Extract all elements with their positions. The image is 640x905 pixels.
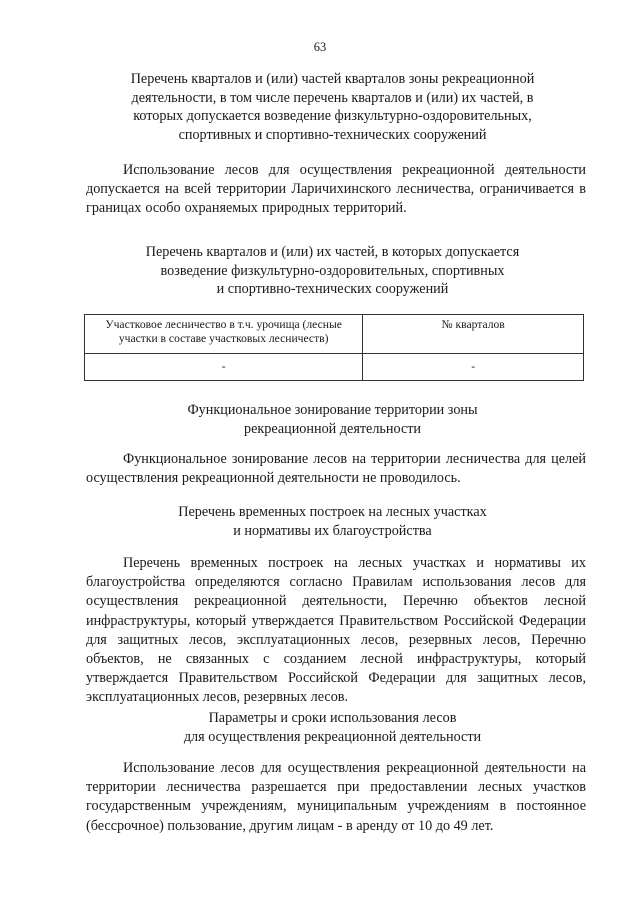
- quarters-table: [84, 314, 584, 381]
- section-heading-recreation-zone-quarters: [80, 70, 585, 144]
- section-heading-sports-facilities: [80, 243, 585, 299]
- heading-line: которых допускается возведение физкультурно-оздоровительных,: [133, 108, 532, 125]
- paragraph-temporary-buildings: Перечень временных построек на лесных участках и нормативы их благоустройства определяются согласно Правилам использования лесов для осуществления рекреационной деятельности, Перечню объектов лесной инфраструктуры, который утверждается Правительством Российской Федерации для защитных лесов, эксплуатационных лесов, резервных лесов, Перечню объектов, не связанных с созданием лесной инфраструктуры, который утверждается Правительством Российской Федерации для защитных лесов, эксплуатационных лесов, резервных лесов.: [86, 555, 586, 706]
- table-header-quarters: № кварталов: [363, 315, 584, 354]
- heading-line: Параметры и сроки использования лесов: [208, 710, 457, 726]
- heading-line: спортивных и спортивно-технических сооружений: [178, 126, 487, 143]
- table-header-row: [85, 315, 584, 354]
- section-heading-usage-parameters: [80, 709, 585, 746]
- heading-line: рекреационной деятельности: [243, 420, 422, 437]
- heading-line: и спортивно-технических сооружений: [216, 281, 449, 298]
- paragraph-usage-parameters: Использование лесов для осуществления рекреационной деятельности на территории лесничества разрешается при предоставлении лесных участков государственным учреждениям, муниципальным учреждениям в постоянное (бессрочное) пользование, другим лицам - в аренду от 10 до 49 лет.: [86, 760, 586, 834]
- table-header-forestry: Участковое лесничество в т.ч. урочища (лесные участки в составе участковых лесничеств): [85, 315, 363, 354]
- section-heading-temporary-buildings: [80, 503, 585, 540]
- heading-line: Функциональное зонирование территории зоны: [187, 402, 478, 418]
- heading-line: Перечень временных построек на лесных участках: [178, 504, 487, 520]
- paragraph-recreation-usage: Использование лесов для осуществления рекреационной деятельности допускается на всей территории Ларичихинского лесничества, ограничивается в границах особо охраняемых природных территорий.: [86, 162, 586, 217]
- table-cell: -: [85, 354, 363, 381]
- heading-line: и нормативы их благоустройства: [233, 522, 432, 539]
- heading-line: Перечень кварталов и (или) частей кварталов зоны рекреационной: [130, 71, 535, 87]
- paragraph-functional-zoning: Функциональное зонирование лесов на территории лесничества для целей осуществления рекреационной деятельности не проводилось.: [86, 451, 586, 487]
- section-heading-functional-zoning: [80, 401, 585, 438]
- heading-line: Перечень кварталов и (или) их частей, в которых допускается: [145, 244, 520, 260]
- heading-line: деятельности, в том числе перечень кварталов и (или) их частей, в: [131, 89, 534, 106]
- table-cell: -: [363, 354, 584, 381]
- page-number: 63: [313, 40, 327, 54]
- heading-line: для осуществления рекреационной деятельности: [183, 728, 482, 745]
- table-row: [85, 354, 584, 381]
- heading-line: возведение физкультурно-оздоровительных, спортивных: [160, 262, 505, 279]
